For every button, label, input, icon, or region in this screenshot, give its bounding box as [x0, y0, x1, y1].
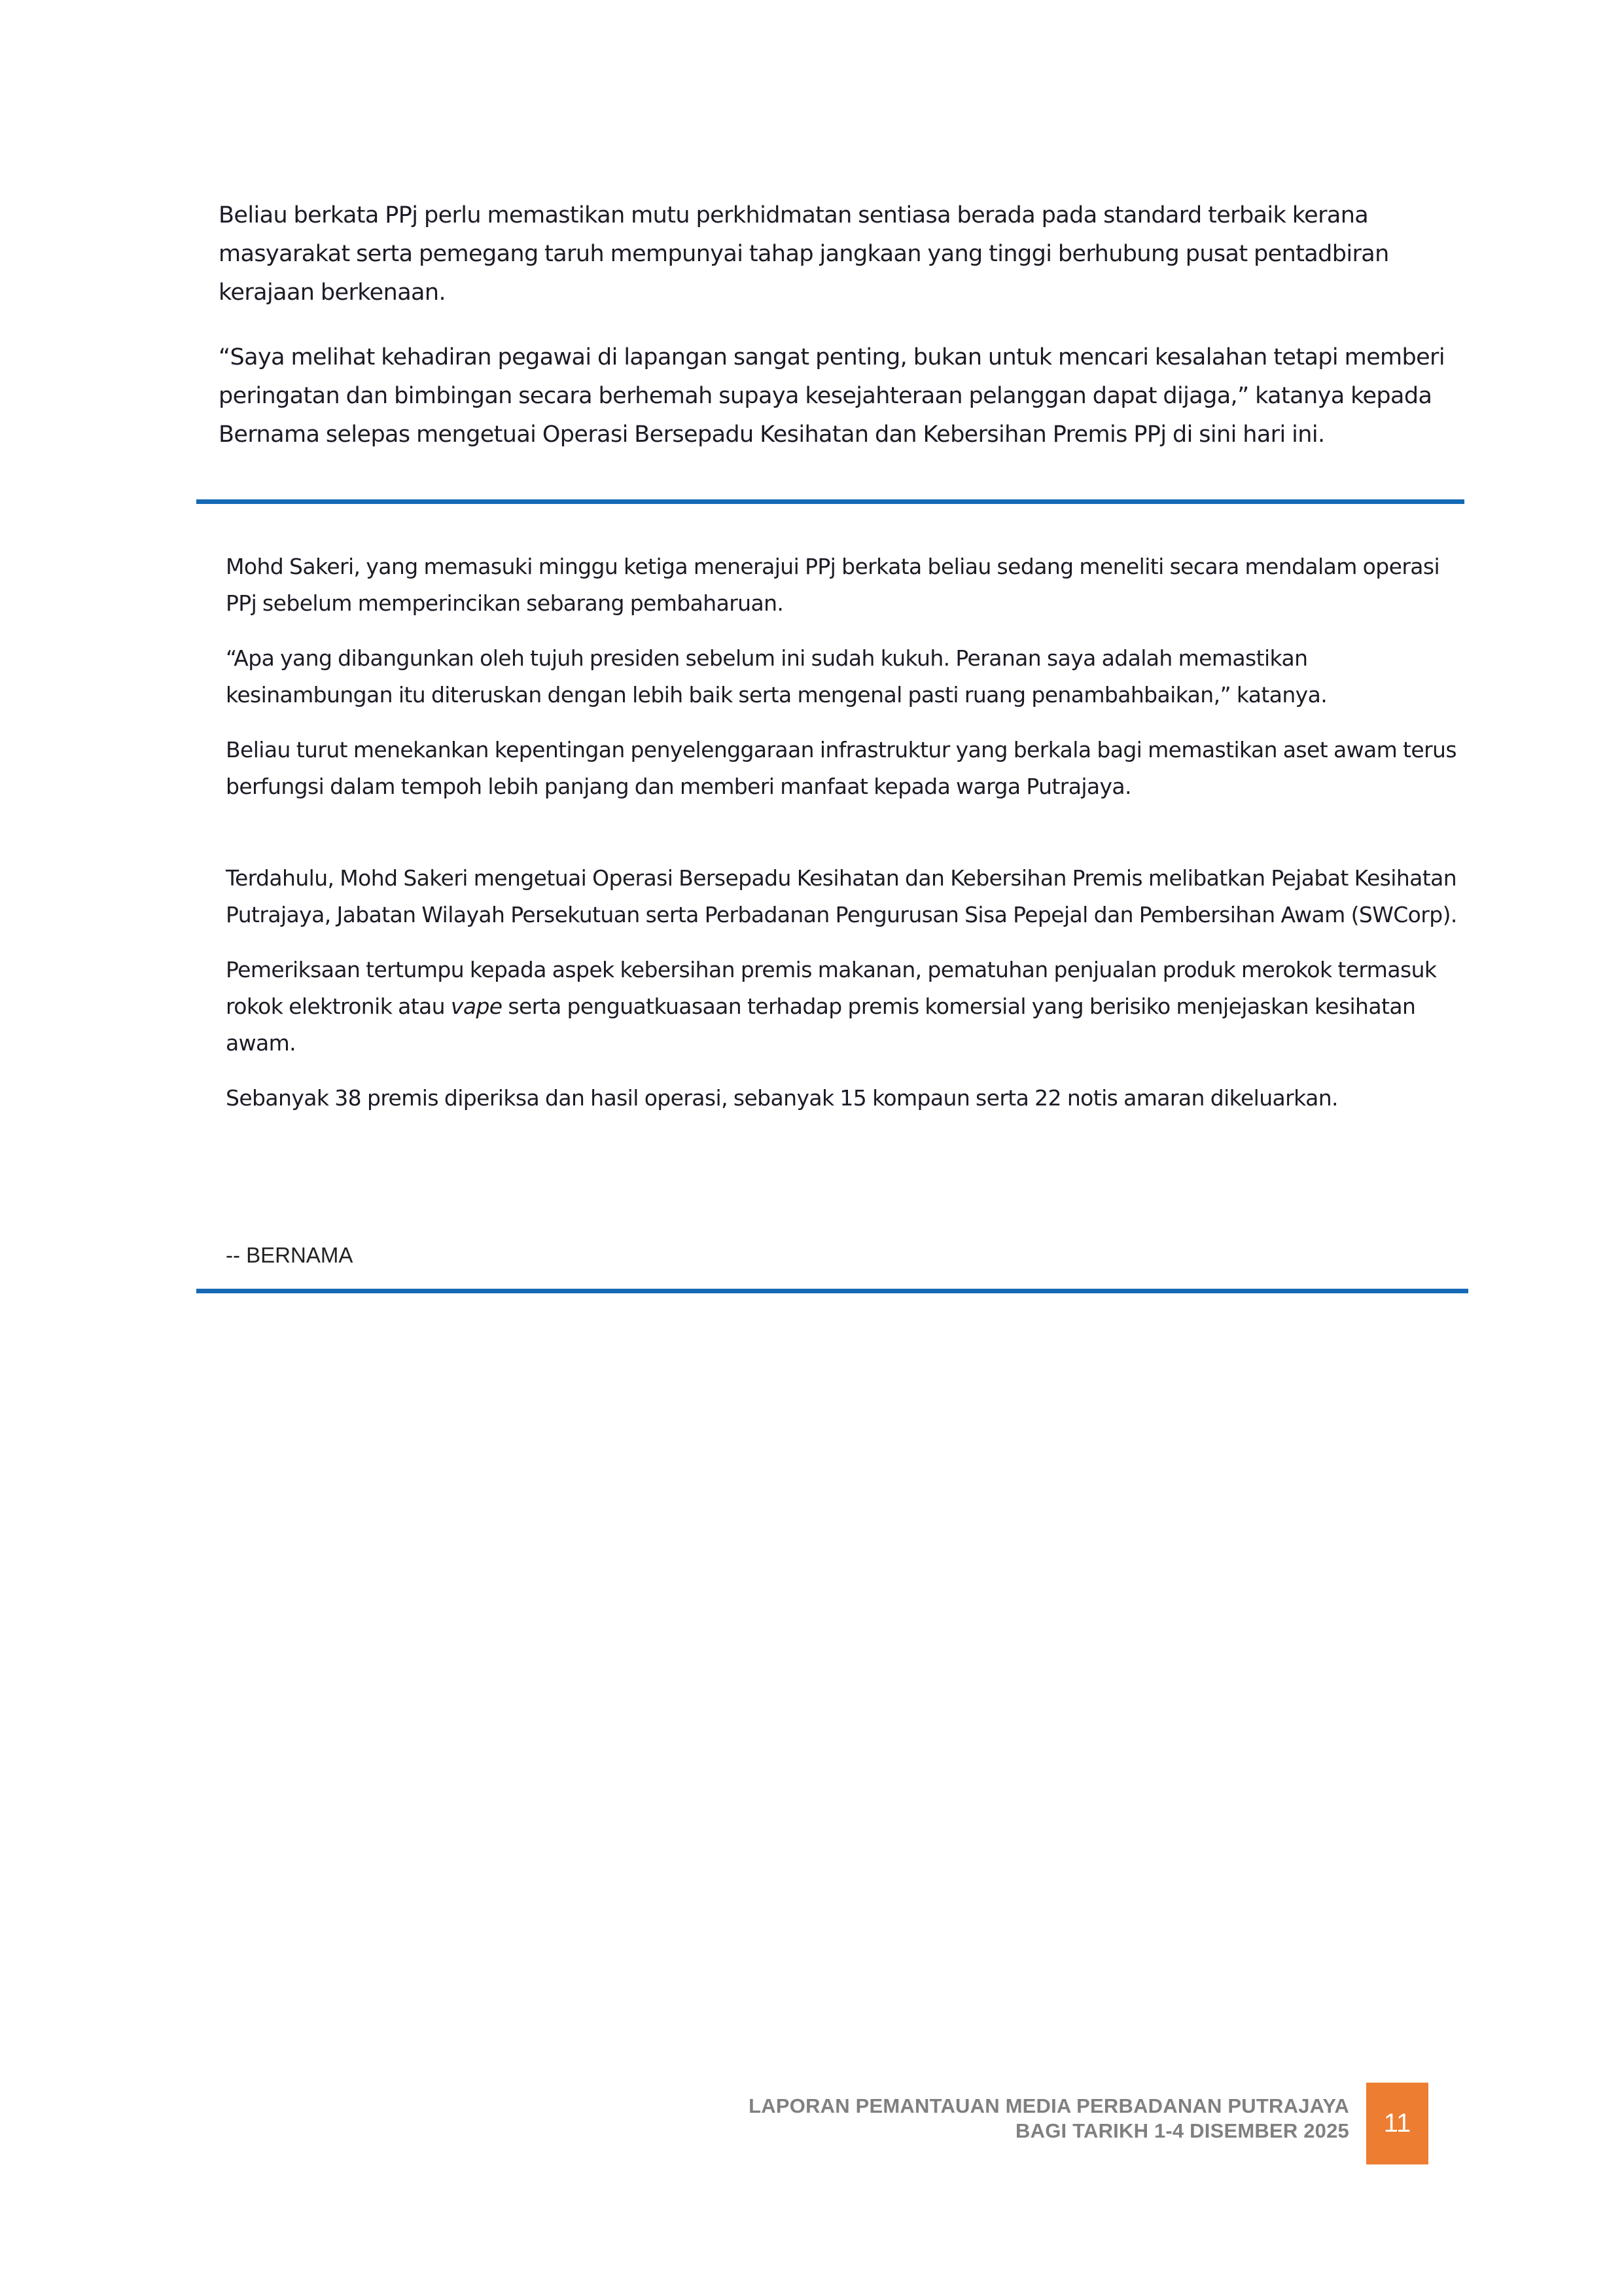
text-segment: Pemeriksaan tertumpu kepada aspek kebersihan premis makanan, pematuhan penjualan produk merokok termasuk rokok elektronik atau [226, 957, 1437, 1019]
page-footer [749, 2094, 1349, 2144]
paragraph: Beliau turut menekankan kepentingan penyelenggaraan infrastruktur yang berkala bagi memastikan aset awam terus berfungsi dalam tempoh lebih panjang dan memberi manfaat kepada warga Putrajaya. [226, 737, 1456, 799]
text-segment: serta penguatkuasaan terhadap premis komersial yang berisiko menjejaskan kesihatan awam. [226, 994, 1416, 1056]
report-period: BAGI TARIKH 1-4 DISEMBER 2025 [1015, 2119, 1349, 2142]
quote-paragraph: “Apa yang dibangunkan oleh tujuh presiden sebelum ini sudah kukuh. Peranan saya adalah memastikan kesinambungan itu diteruskan dengan lebih baik serta mengenal pasti ruang penambahbaikan,” katanya. [226, 645, 1328, 708]
paragraph: Terdahulu, Mohd Sakeri mengetuai Operasi Bersepadu Kesihatan dan Kebersihan Premis melibatkan Pejabat Kesihatan Putrajaya, Jabatan Wilayah Persekutuan serta Perbadanan Pengurusan Sisa Pepejal dan Pembersihan Awam (SWCorp). [226, 865, 1457, 927]
paragraph: Beliau berkata PPj perlu memastikan mutu perkhidmatan sentiasa berada pada standard terbaik kerana masyarakat serta pemegang taruh mempunyai tahap jangkaan yang tinggi berhubung pusat pentadbiran kerajaan berkenaan. [219, 202, 1389, 306]
source-credit: -- BERNAMA [226, 1243, 353, 1267]
section-divider [196, 1289, 1468, 1293]
paragraph: Mohd Sakeri, yang memasuki minggu ketiga menerajui PPj berkata beliau sedang meneliti secara mendalam operasi PPj sebelum memperincikan sebarang pembaharuan. [226, 554, 1440, 616]
report-title: LAPORAN PEMANTAUAN MEDIA PERBADANAN PUTRAJAYA [749, 2094, 1349, 2117]
page-number-badge [1366, 2083, 1428, 2164]
quote-paragraph: “Saya melihat kehadiran pegawai di lapangan sangat penting, bukan untuk mencari kesalahan tetapi memberi peringatan dan bimbingan secara berhemah supaya kesejahteraan pelanggan dapat dijaga,” katanya kepada Bernama selepas mengetuai Operasi Bersepadu Kesihatan dan Kebersihan Premis PPj di sini hari ini. [219, 344, 1445, 448]
article-section-1 [219, 196, 1475, 480]
italic-term: vape [450, 994, 503, 1019]
article-section-2 [226, 548, 1469, 1135]
page-number: 11 [1383, 2109, 1411, 2138]
result-paragraph: Sebanyak 38 premis diperiksa dan hasil operasi, sebanyak 15 kompaun serta 22 notis amaran dikeluarkan. [226, 1085, 1338, 1111]
inspection-paragraph [226, 952, 1469, 1062]
section-divider [196, 499, 1464, 504]
